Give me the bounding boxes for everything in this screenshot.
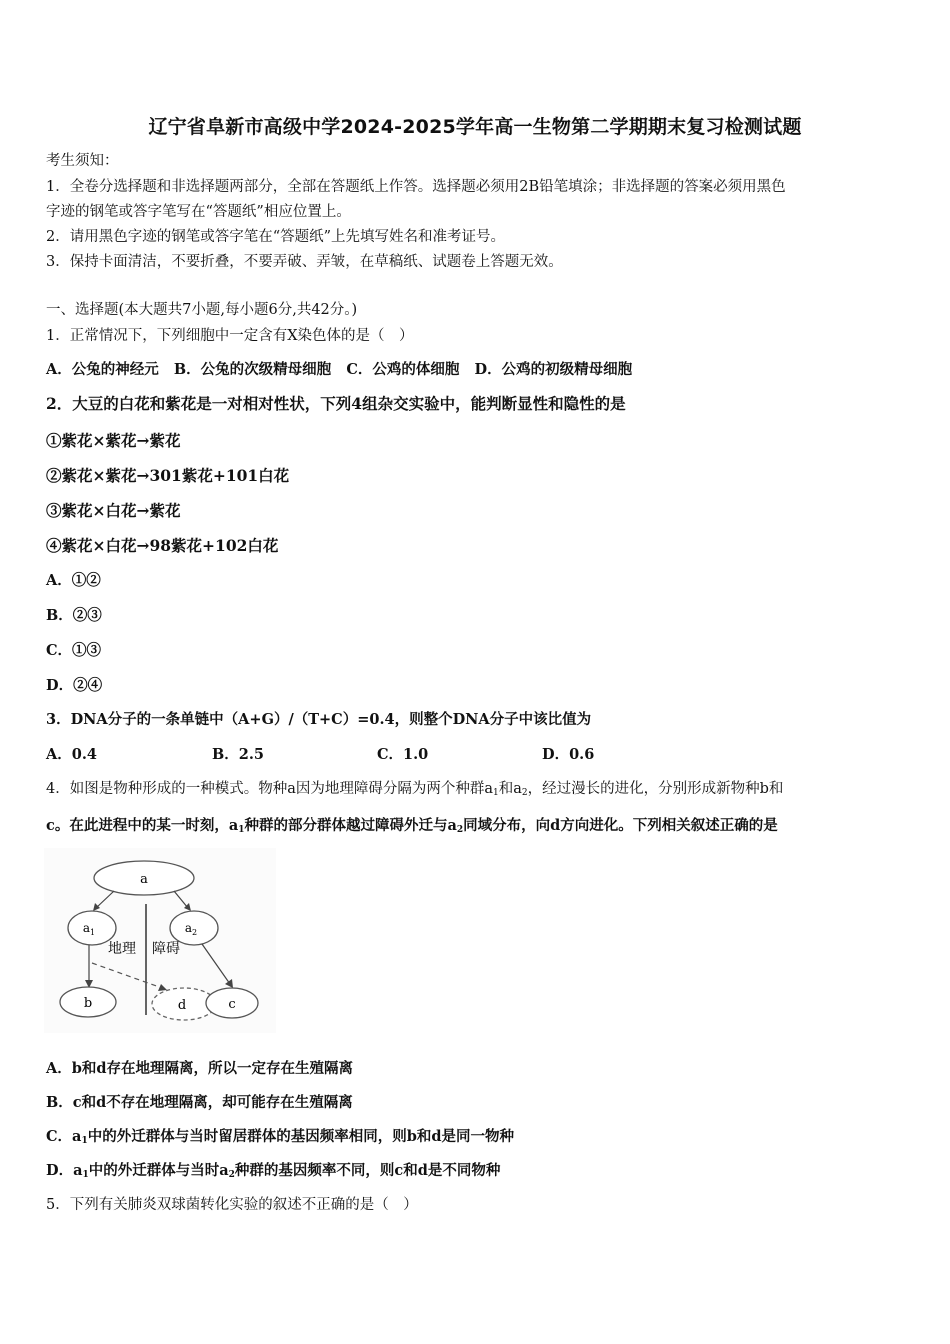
q4-option-d xyxy=(46,1161,500,1185)
subscript: 2 xyxy=(228,1170,235,1180)
q4-stem-line-1 xyxy=(46,779,783,803)
node-a2-label: $a_2$ xyxy=(184,921,198,937)
node-b-label: b xyxy=(83,996,93,1011)
q4-stem-text: 种群的部分群体越过障碍外迁与a xyxy=(244,817,457,834)
node-c-label: c xyxy=(228,997,236,1012)
subscript: 2 xyxy=(456,825,464,835)
q2-option-c: C．①③ xyxy=(46,642,102,659)
q1-option-c: C．公鸡的体细胞 xyxy=(346,361,460,378)
q4-stem-text: 4．如图是物种形成的一种模式。物种a因为地理障碍分隔为两个种群a xyxy=(46,781,494,797)
exam-title: 辽宁省阜新市高级中学2024-2025学年高一生物第二学期期末复习检测试题 xyxy=(148,116,802,138)
node-d-label: d xyxy=(177,998,187,1013)
q4-stem-text: 同域分布，向d方向进化。下列相关叙述正确的是 xyxy=(463,817,778,834)
subscript: 1 xyxy=(238,825,245,835)
notice-heading: 考生须知： xyxy=(46,153,119,169)
q2-stem: 2．大豆的白花和紫花是一对相对性状，下列4组杂交实验中，能判断显性和隐性的是 xyxy=(46,394,626,413)
q1-option-a: A．公兔的神经元 xyxy=(46,361,159,378)
q4-option-d-text: 中的外迁群体与当时a xyxy=(88,1162,229,1179)
notice-item-1-line-2: 字迹的钢笔或答字笔写在“答题纸”相应位置上。 xyxy=(46,204,351,220)
node-a-label: a xyxy=(140,872,148,887)
q1-option-b: B．公兔的次级精母细胞 xyxy=(173,361,332,378)
q1-stem: 1．正常情况下，下列细胞中一定含有X染色体的是（ ） xyxy=(46,328,414,344)
q3-option-a: A．0.4 xyxy=(46,746,97,763)
q2-cross-1: ①紫花×紫花→紫花 xyxy=(46,431,181,450)
q4-option-a: A．b和d存在地理隔离，所以一定存在生殖隔离 xyxy=(46,1060,354,1077)
subscript: 1 xyxy=(81,1136,88,1146)
barrier-label-left: 地理 xyxy=(108,941,136,957)
subscript: 1 xyxy=(82,1170,89,1180)
notice-item-1-line-1: 1．全卷分选择题和非选择题两部分，全部在答题纸上作答。选择题必须用2B铅笔填涂；非选择题的答案必须用黑色 xyxy=(46,179,786,195)
subscript: 1 xyxy=(493,788,499,798)
q2-option-a: A．①② xyxy=(46,572,101,589)
barrier-label-right: 障碍 xyxy=(152,941,180,957)
q1-option-d: D．公鸡的初级精母细胞 xyxy=(474,361,633,378)
q4-option-c-text: C．a xyxy=(46,1128,82,1145)
q2-option-d: D．②④ xyxy=(46,677,103,694)
subscript: 2 xyxy=(521,788,528,798)
q4-option-c xyxy=(46,1127,514,1151)
q3-stem: 3．DNA分子的一条单链中（A+G）/（T+C）=0.4，则整个DNA分子中该比值为 xyxy=(46,711,592,728)
q1-options xyxy=(46,360,632,380)
q4-option-d-text: 种群的基因频率不同，则c和d是不同物种 xyxy=(234,1162,501,1179)
q2-option-b: B．②③ xyxy=(46,607,102,624)
q3-option-d: D．0.6 xyxy=(542,746,595,763)
q3-option-b: B．2.5 xyxy=(212,746,264,763)
q4-stem-text: ，经过漫长的进化，分别形成新物种b和 xyxy=(527,781,784,797)
section-heading: 一、选择题(本大题共7小题,每小题6分,共42分。) xyxy=(46,302,358,318)
q2-cross-3: ③紫花×白花→紫花 xyxy=(46,501,181,520)
q2-cross-4: ④紫花×白花→98紫花+102白花 xyxy=(46,536,279,555)
q2-cross-2: ②紫花×紫花→301紫花+101白花 xyxy=(46,466,290,485)
q4-stem-text: c。在此进程中的某一时刻，a xyxy=(46,817,239,834)
notice-item-3: 3．保持卡面清洁，不要折叠，不要弄破、弄皱，在草稿纸、试题卷上答题无效。 xyxy=(46,254,563,270)
q5-stem: 5．下列有关肺炎双球菌转化实验的叙述不正确的是（ ） xyxy=(46,1197,418,1213)
node-a1-label: $a_1$ xyxy=(82,921,96,937)
notice-item-2: 2．请用黑色字迹的钢笔或答字笔在“答题纸”上先填写姓名和准考证号。 xyxy=(46,229,506,245)
q4-stem-text: 和a xyxy=(498,781,522,797)
q4-stem-line-2 xyxy=(46,816,778,840)
speciation-diagram xyxy=(44,848,276,1033)
q3-option-c: C．1.0 xyxy=(377,746,429,763)
q4-option-b: B．c和d不存在地理隔离，却可能存在生殖隔离 xyxy=(46,1094,353,1111)
q4-option-d-text: D．a xyxy=(46,1162,83,1179)
q4-option-c-text: 中的外迁群体与当时留居群体的基因频率相同，则b和d是同一物种 xyxy=(87,1128,514,1145)
